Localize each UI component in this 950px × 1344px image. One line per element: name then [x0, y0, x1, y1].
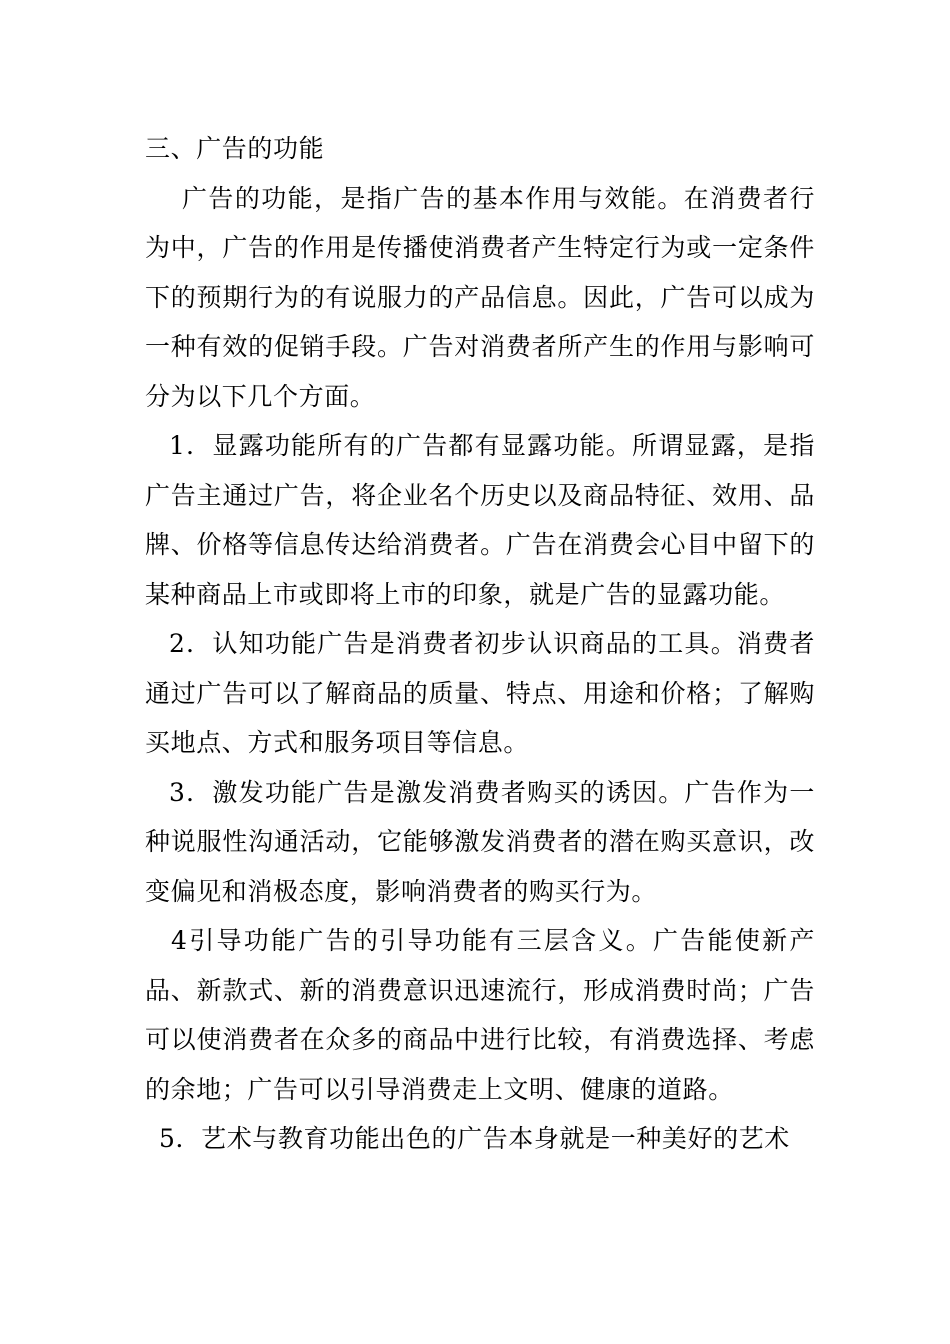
item-1-paragraph: 1．显露功能所有的广告都有显露功能。所谓显露，是指广告主通过广告，将企业名个历史以及商品特征、效用、品牌、价格等信息传达给消费者。广告在消费会心目中留下的某种商品上市或即将上市的印象，就是广告的显露功能。 [145, 431, 815, 609]
item-4-paragraph: 4引导功能广告的引导功能有三层含义。广告能使新产品、新款式、新的消费意识迅速流行，形成消费时尚；广告可以使消费者在众多的商品中进行比较，有消费选择、考虑的余地；广告可以引导消费走上文明、健康的道路。 [145, 926, 815, 1104]
item-5-paragraph: 5．艺术与教育功能出色的广告本身就是一种美好的艺术 [159, 1124, 790, 1153]
item-3-paragraph: 3．激发功能广告是激发消费者购买的诱因。广告作为一种说服性沟通活动，它能够激发消费者的潜在购买意识，改变偏见和消极态度，影响消费者的购买行为。 [145, 777, 815, 906]
item-2-paragraph: 2．认知功能广告是消费者初步认识商品的工具。消费者通过广告可以了解商品的质量、特点、用途和价格；了解购买地点、方式和服务项目等信息。 [145, 629, 815, 757]
section-heading: 三、广告的功能 [145, 134, 325, 163]
document-body [145, 124, 815, 1164]
intro-paragraph: 广告的功能，是指广告的基本作用与效能。在消费者行为中，广告的作用是传播使消费者产生特定行为或一定条件下的预期行为的有说服力的产品信息。因此，广告可以成为一种有效的促销手段。广告对消费者所产生的作用与影响可分为以下几个方面。 [145, 183, 815, 411]
